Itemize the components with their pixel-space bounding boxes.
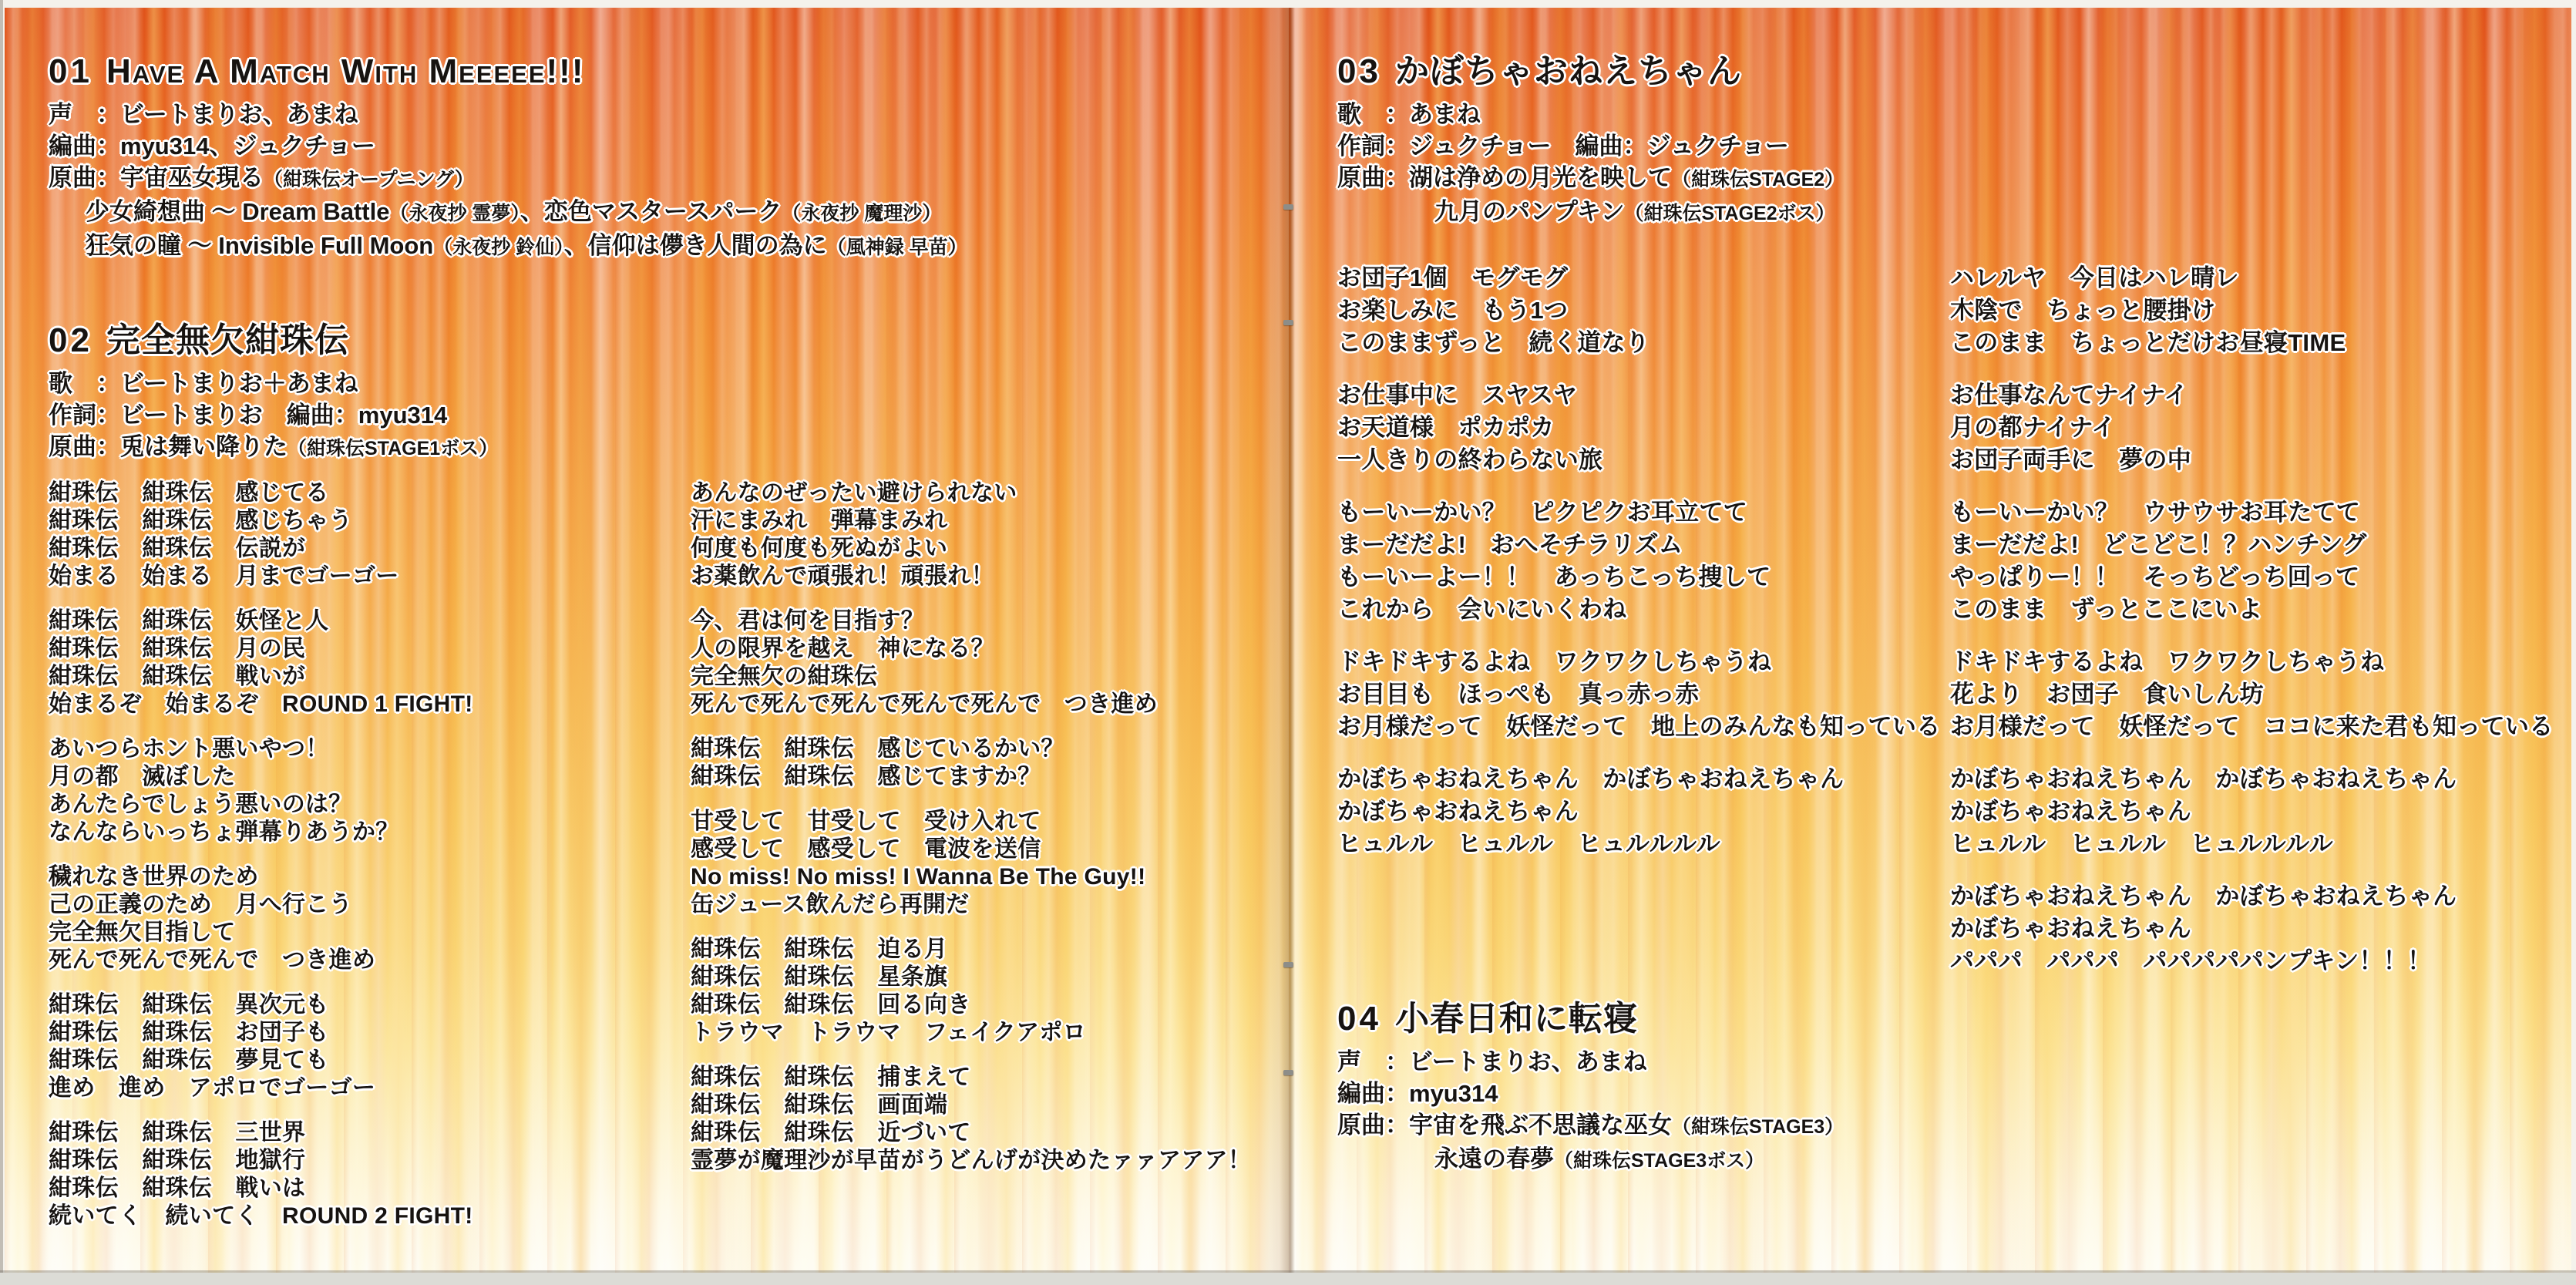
origin-note: （風神録 早苗） bbox=[826, 237, 967, 258]
origin-note: （紺珠伝STAGE1ボス） bbox=[288, 438, 499, 459]
lyric-line: お月様だって 妖怪だって ココに来た君も知っている bbox=[1950, 713, 2554, 740]
lyrics-verse bbox=[691, 607, 1251, 718]
credit-line bbox=[1337, 99, 1844, 130]
lyric-line: やっぱりー！！ そっちどっち回って bbox=[1950, 563, 2360, 590]
lyric-line: 完全無欠の紺珠伝 bbox=[691, 664, 878, 689]
track-title: 完全無欠紺珠伝 bbox=[106, 321, 349, 359]
track-number: 02 bbox=[49, 321, 92, 359]
lyrics-verse bbox=[691, 735, 1251, 791]
lyric-line: これから 会いにいくわね bbox=[1337, 596, 1627, 623]
credit-text: 作詞：ビートまりお 編曲：myu314 bbox=[49, 402, 448, 429]
credit-text: 歌 ：あまね bbox=[1337, 101, 1481, 128]
lyrics-verse bbox=[1337, 379, 1941, 476]
lyric-line: 紺珠伝 紺珠伝 月の民 bbox=[49, 636, 306, 661]
lyric-line: お楽しみに もう1つ bbox=[1337, 297, 1569, 324]
staple-mark bbox=[1283, 1070, 1293, 1075]
origin-note: （永夜抄 魔理沙） bbox=[782, 203, 942, 224]
lyric-line: 今、君は何を目指す？ bbox=[691, 608, 924, 634]
lyric-line: かぼちゃおねえちゃん かぼちゃおねえちゃん bbox=[1950, 883, 2457, 910]
lyric-line: お仕事なんてナイナイ bbox=[1950, 382, 2188, 409]
track-title-line bbox=[1337, 998, 1844, 1040]
lyric-line: まーだだよ! おへそチラリズム bbox=[1337, 531, 1683, 558]
credit-text: 編曲：myu314 bbox=[1337, 1080, 1498, 1107]
lyric-line: もーいーかい？ ピクピクお耳立てて bbox=[1337, 499, 1748, 526]
lyric-line: お団子1個 モグモグ bbox=[1337, 264, 1569, 291]
origin-note: （紺珠伝STAGE3ボス） bbox=[1554, 1150, 1765, 1172]
lyric-line: 紺珠伝 紺珠伝 夢見ても bbox=[49, 1048, 329, 1073]
track-credits bbox=[49, 368, 498, 465]
lyrics-verse bbox=[49, 991, 473, 1102]
credit-line bbox=[1337, 1143, 1844, 1177]
lyric-line: 汗にまみれ 弾幕まみれ bbox=[691, 508, 948, 533]
lyric-line: 甘受して 甘受して 受け入れて bbox=[691, 809, 1041, 834]
track-title: Have A Match With Meeeee!!! bbox=[106, 52, 585, 90]
credit-text: 九月のパンプキン bbox=[1434, 198, 1625, 225]
lyrics-verse bbox=[49, 863, 473, 974]
credit-text: 編曲：myu314、ジュクチョー bbox=[49, 133, 375, 160]
lyric-line: 花より お団子 食いしん坊 bbox=[1950, 681, 2264, 708]
lyric-line: 木陰で ちょっと腰掛け bbox=[1950, 297, 2216, 324]
lyric-line: お薬飲んで頑張れ！頑張れ！ bbox=[691, 563, 994, 589]
lyric-line: このままずっと 続く道なり bbox=[1337, 329, 1650, 356]
lyric-line: 始まる 始まる 月までゴーゴー bbox=[49, 563, 399, 589]
lyric-line: 紺珠伝 紺珠伝 戦いが bbox=[49, 664, 306, 689]
credit-line bbox=[1337, 1078, 1844, 1109]
track-title: かぼちゃおねえちゃん bbox=[1394, 52, 1742, 90]
lyric-line: あいつらホント悪いやつ！ bbox=[49, 736, 329, 762]
lyric-line: 紺珠伝 紺珠伝 お団子も bbox=[49, 1020, 329, 1045]
lyrics-verse bbox=[1950, 880, 2554, 977]
staple-mark bbox=[1283, 204, 1293, 210]
lyric-line: 紺珠伝 紺珠伝 回る向き bbox=[691, 992, 971, 1018]
credit-text: 原曲：湖は浄めの月光を映して bbox=[1337, 164, 1672, 191]
lyric-line: ヒュルル ヒュルル ヒュルルルル bbox=[1950, 830, 2333, 857]
lyric-line: 紺珠伝 紺珠伝 感じてますか？ bbox=[691, 764, 1041, 789]
lyric-line: ドキドキするよね ワクワクしちゃうね bbox=[1337, 648, 1772, 675]
lyric-line: 進め 進め アポロでゴーゴー bbox=[49, 1075, 376, 1101]
lyric-line: お目目も ほっぺも 真っ赤っ赤 bbox=[1337, 681, 1700, 708]
lyric-line: もーいーよー！！ あっちこっち捜して bbox=[1337, 563, 1771, 590]
credit-line bbox=[49, 368, 498, 399]
lyric-line: かぼちゃおねえちゃん bbox=[1950, 798, 2191, 825]
lyric-line: 紺珠伝 紺珠伝 伝説が bbox=[49, 536, 306, 561]
lyric-line: お月様だって 妖怪だって 地上のみんなも知っている bbox=[1337, 713, 1941, 740]
lyrics-verse bbox=[691, 808, 1251, 919]
credit-line bbox=[49, 399, 498, 431]
track-03-block bbox=[1337, 51, 1844, 230]
lyric-line: ハレルヤ 今日はハレ晴レ bbox=[1950, 264, 2239, 291]
track-title-line bbox=[1337, 51, 1844, 93]
origin-note: （永夜抄 鈴仙） bbox=[433, 237, 564, 258]
lyric-line: お団子両手に 夢の中 bbox=[1950, 446, 2191, 473]
credit-text: 原曲：兎は舞い降りた bbox=[49, 433, 288, 460]
lyric-line: もーいーかい？ ウサウサお耳たてて bbox=[1950, 499, 2361, 526]
track-title-line bbox=[49, 51, 967, 93]
staple-mark bbox=[1283, 962, 1293, 967]
credit-line bbox=[49, 99, 967, 130]
track-04-block bbox=[1337, 998, 1844, 1177]
credit-text: 声 ：ビートまりお、あまね bbox=[1337, 1048, 1647, 1075]
lyric-line: 紺珠伝 紺珠伝 異次元も bbox=[49, 992, 329, 1018]
lyric-line: お仕事中に スヤスヤ bbox=[1337, 382, 1578, 409]
credit-line bbox=[1337, 1046, 1844, 1078]
credit-text: 永遠の春夢 bbox=[1434, 1145, 1554, 1172]
lyric-line: 缶ジュース飲んだら再開だ bbox=[691, 892, 970, 917]
lyric-line: 死んで死んで死んで つき進め bbox=[49, 947, 376, 973]
origin-note: （紺珠伝STAGE2ボス） bbox=[1624, 203, 1835, 224]
credit-text: 歌 ：ビートまりお＋あまね bbox=[49, 370, 358, 397]
lyric-line: 一人きりの終わらない旅 bbox=[1337, 446, 1603, 473]
lyric-line: 月の都 滅ぼした bbox=[49, 764, 236, 789]
booklet-spread bbox=[5, 8, 2571, 1276]
lyrics-verse bbox=[1950, 379, 2554, 476]
lyric-line: 紺珠伝 紺珠伝 三世界 bbox=[49, 1120, 306, 1145]
credit-line bbox=[49, 431, 498, 465]
lyric-line: かぼちゃおねえちゃん bbox=[1950, 915, 2191, 942]
credit-line bbox=[1337, 130, 1844, 162]
track-01-block bbox=[49, 51, 967, 264]
lyrics-verse bbox=[1337, 763, 1941, 860]
credit-line bbox=[1337, 196, 1844, 230]
track-02-block bbox=[49, 320, 498, 465]
track-02-lyrics-column-2 bbox=[691, 479, 1251, 1192]
page-right bbox=[1289, 8, 2571, 1276]
lyric-line: このまま ずっとここにいよ bbox=[1950, 596, 2263, 623]
credit-line bbox=[49, 230, 967, 264]
lyrics-verse bbox=[1950, 496, 2554, 626]
track-credits bbox=[1337, 99, 1844, 230]
lyric-line: なんならいっちょ弾幕りあうか？ bbox=[49, 819, 399, 845]
lyric-line: かぼちゃおねえちゃん bbox=[1337, 798, 1579, 825]
lyrics-verse bbox=[49, 607, 473, 718]
lyrics-verse bbox=[691, 479, 1251, 590]
lyric-line: トラウマ トラウマ フェイクアポロ bbox=[691, 1020, 1086, 1045]
track-credits bbox=[49, 99, 967, 264]
lyric-line: 紺珠伝 紺珠伝 感じちゃう bbox=[49, 508, 352, 533]
scan-edge-left bbox=[0, 0, 3, 1285]
credit-text: 狂気の瞳 ～ Invisible Full Moon bbox=[86, 232, 434, 259]
lyric-line: No miss! No miss! I Wanna Be The Guy!! bbox=[691, 864, 1146, 890]
lyric-line: 始まるぞ 始まるぞ ROUND 1 FIGHT! bbox=[49, 691, 473, 717]
lyric-line: 人の限界を越え 神になる？ bbox=[691, 636, 994, 661]
lyric-line: かぼちゃおねえちゃん かぼちゃおねえちゃん bbox=[1950, 765, 2457, 792]
lyric-line: お天道様 ポカポカ bbox=[1337, 414, 1555, 441]
origin-note: （紺珠伝STAGE3） bbox=[1672, 1116, 1845, 1138]
lyric-line: 紺珠伝 紺珠伝 星条旗 bbox=[691, 964, 948, 990]
track-credits bbox=[1337, 1046, 1844, 1177]
lyric-line: 紺珠伝 紺珠伝 迫る月 bbox=[691, 937, 948, 962]
lyrics-verse bbox=[1950, 763, 2554, 860]
lyric-line: まーだだよ! どこどこ！？ハンチング bbox=[1950, 531, 2367, 558]
lyric-line: かぼちゃおねえちゃん かぼちゃおねえちゃん bbox=[1337, 765, 1845, 792]
lyrics-verse bbox=[691, 1064, 1251, 1175]
track-03-lyrics-column-1 bbox=[1337, 262, 1941, 880]
lyric-line: あんたらでしょう悪いのは？ bbox=[49, 792, 352, 817]
credit-line bbox=[1337, 162, 1844, 196]
credit-text: 原曲：宇宙を飛ぶ不思議な巫女 bbox=[1337, 1112, 1672, 1139]
track-number: 04 bbox=[1337, 1000, 1381, 1038]
lyrics-verse bbox=[1337, 262, 1941, 359]
lyric-line: 月の都ナイナイ bbox=[1950, 414, 2116, 441]
origin-note: （紺珠伝STAGE2） bbox=[1672, 169, 1845, 190]
lyrics-verse bbox=[1950, 646, 2554, 743]
lyric-line: このまま ちょっとだけお昼寝TIME bbox=[1950, 329, 2346, 356]
scan-edge-bottom bbox=[0, 1270, 2576, 1285]
track-title-line bbox=[49, 320, 498, 362]
lyric-line: 続いてく 続いてく ROUND 2 FIGHT! bbox=[49, 1203, 473, 1229]
lyric-line: パパパ パパパ パパパパパンプキン！！！ bbox=[1950, 947, 2432, 974]
lyric-line: 紺珠伝 紺珠伝 妖怪と人 bbox=[49, 608, 329, 634]
track-title: 小春日和に転寝 bbox=[1394, 1000, 1638, 1038]
track-number: 03 bbox=[1337, 52, 1381, 90]
page-left bbox=[5, 8, 1289, 1276]
lyric-line: ヒュルル ヒュルル ヒュルルルル bbox=[1337, 830, 1720, 857]
lyric-line: 紺珠伝 紺珠伝 感じているかい？ bbox=[691, 736, 1064, 762]
lyric-line: 感受して 感受して 電波を送信 bbox=[691, 836, 1041, 862]
credit-text: 、信仰は儚き人間の為に bbox=[563, 232, 827, 259]
lyric-line: 己の正義のため 月へ行こう bbox=[49, 892, 352, 917]
origin-note: （永夜抄 霊夢） bbox=[389, 203, 520, 224]
lyric-line: 紺珠伝 紺珠伝 感じてる bbox=[49, 480, 329, 506]
credit-line bbox=[49, 162, 967, 196]
lyric-line: 紺珠伝 紺珠伝 近づいて bbox=[691, 1120, 971, 1145]
credit-line bbox=[1337, 1109, 1844, 1143]
lyric-line: 完全無欠目指して bbox=[49, 920, 236, 945]
lyric-line: ドキドキするよね ワクワクしちゃうね bbox=[1950, 648, 2385, 675]
lyrics-verse bbox=[49, 735, 473, 846]
lyric-line: 紺珠伝 紺珠伝 画面端 bbox=[691, 1092, 948, 1118]
track-02-lyrics-column-1 bbox=[49, 479, 473, 1247]
lyrics-verse bbox=[49, 1119, 473, 1230]
lyric-line: 穢れなき世界のため bbox=[49, 864, 259, 890]
track-03-lyrics-column-2 bbox=[1950, 262, 2554, 997]
origin-note: （紺珠伝オープニング） bbox=[264, 169, 474, 190]
track-number: 01 bbox=[49, 52, 92, 90]
lyric-line: 霊夢が魔理沙が早苗がうどんげが決めたァァアアア！ bbox=[691, 1148, 1252, 1173]
credit-text: 原曲：宇宙巫女現る bbox=[49, 164, 264, 191]
lyric-line: あんなのぜったい避けられない bbox=[691, 480, 1017, 506]
credit-text: 作詞：ジュクチョー 編曲：ジュクチョー bbox=[1337, 133, 1789, 160]
lyrics-verse bbox=[49, 479, 473, 590]
lyric-line: 紺珠伝 紺珠伝 戦いは bbox=[49, 1176, 306, 1201]
credit-line bbox=[49, 130, 967, 162]
lyric-line: 紺珠伝 紺珠伝 捕まえて bbox=[691, 1065, 971, 1090]
lyrics-verse bbox=[1337, 646, 1941, 743]
credit-text: 少女綺想曲 ～ Dream Battle bbox=[86, 198, 390, 225]
lyrics-verse bbox=[1337, 496, 1941, 626]
credit-line bbox=[49, 196, 967, 230]
credit-text: 声 ：ビートまりお、あまね bbox=[49, 101, 358, 128]
lyric-line: 何度も何度も死ぬがよい bbox=[691, 536, 948, 561]
credit-text: 、恋色マスタースパーク bbox=[520, 198, 782, 225]
lyric-line: 紺珠伝 紺珠伝 地獄行 bbox=[49, 1148, 306, 1173]
lyric-line: 死んで死んで死んで死んで死んで つき進め bbox=[691, 691, 1158, 717]
lyrics-verse bbox=[1950, 262, 2554, 359]
staple-mark bbox=[1283, 320, 1293, 325]
lyrics-verse bbox=[691, 936, 1251, 1047]
